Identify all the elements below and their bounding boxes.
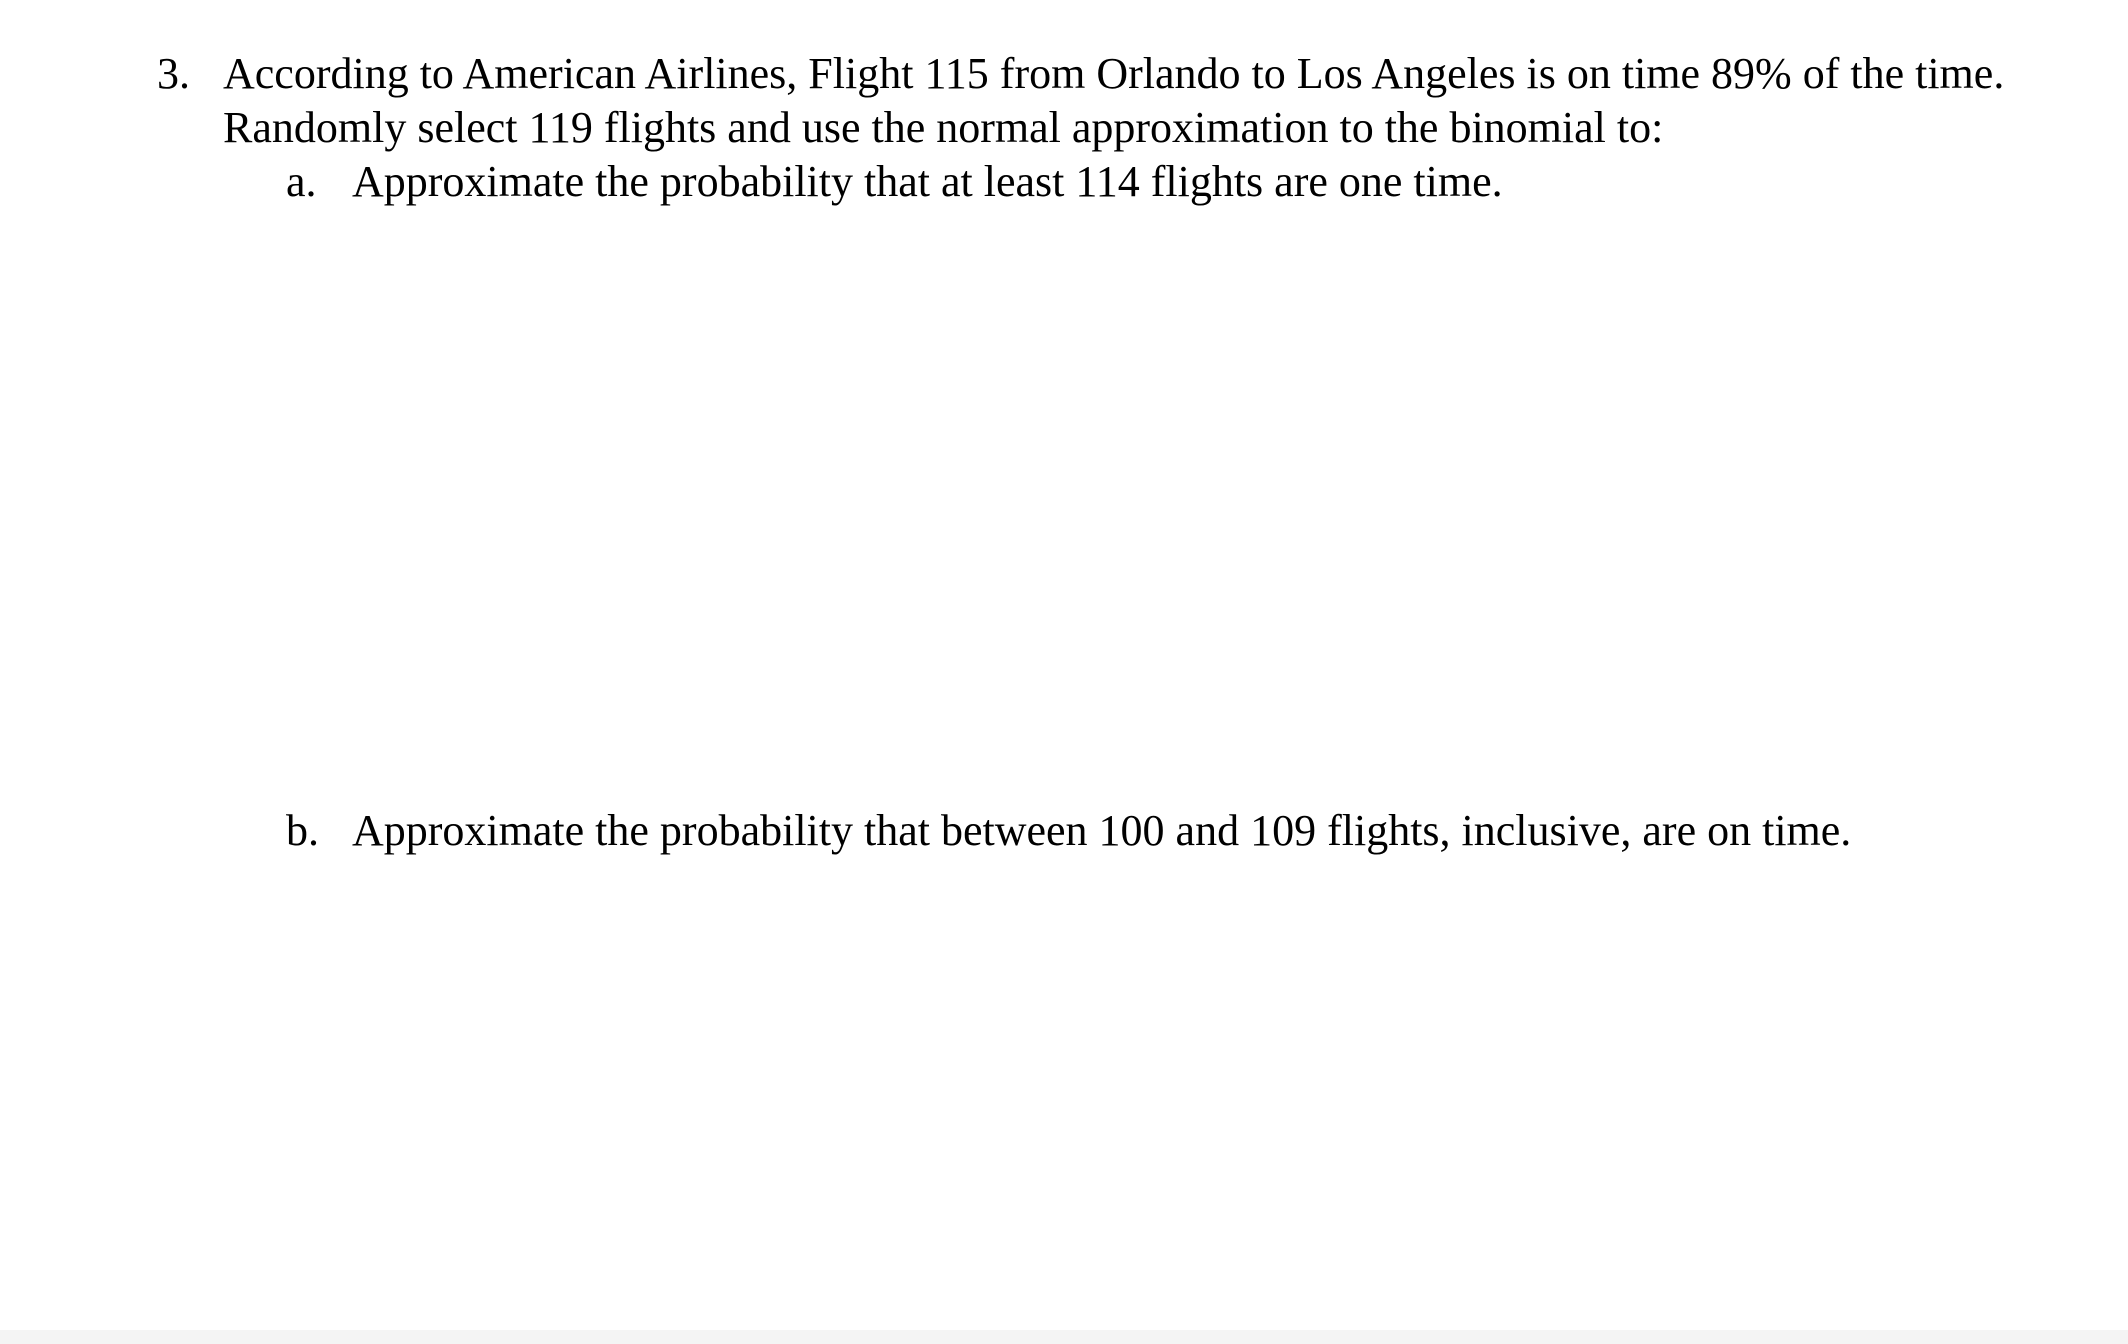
question-text-line-2: Randomly select 119 flights and use the normal approximation to the binomial to: — [223, 103, 1664, 152]
part-a-text: Approximate the probability that at least 114 flights are one time. — [352, 157, 1503, 206]
question-text-line-1: According to American Airlines, Flight 115 from Orlando to Los Angeles is on time 89% of the time. — [223, 49, 2005, 98]
page-bottom-edge — [0, 1330, 2128, 1344]
part-b-label: b. — [286, 806, 319, 855]
part-a-label: a. — [286, 157, 317, 206]
question-number: 3. — [157, 49, 190, 98]
part-b-text: Approximate the probability that between 100 and 109 flights, inclusive, are on time. — [352, 806, 1852, 855]
